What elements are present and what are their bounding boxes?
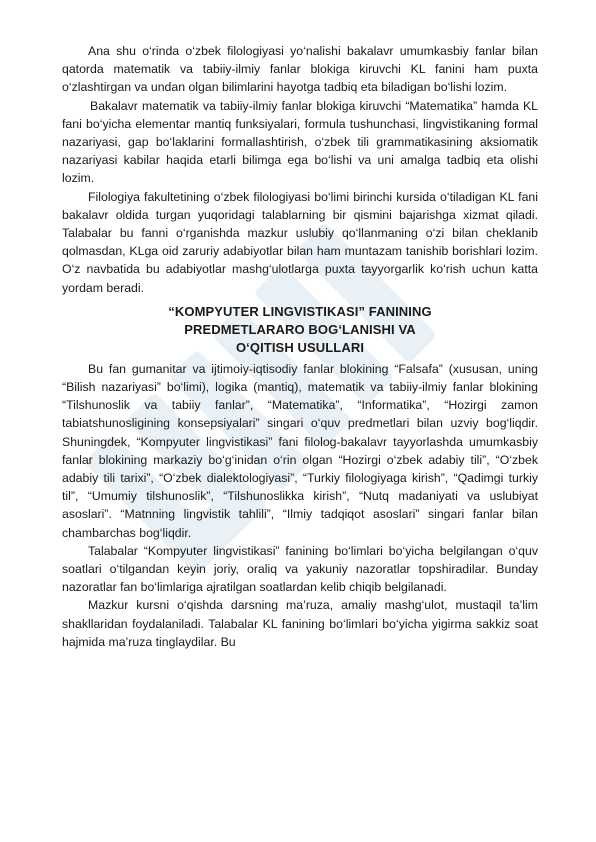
section-heading-line-2: PREDMETLARARO BOG‘LANISHI VA <box>184 321 416 337</box>
paragraph-4: Bu fan gumanitar va ijtimoiy-iqtisodiy fanlar blokining “Falsafa” (xususan, uning “Bilish nazariyasi” bo‘limi), logika (mantiq), matematik va tabiiy-ilmiy fanlar blokining “Tilshunoslik va tabiiy fanlar”, “Matematika”, “Informatika”, “Hozirgi zamon tabiatshunosligining konsepsiyalari” singari o‘quv predmetlari bilan uzviy bog‘liqdir. Shuningdek, “Kompyuter lingvistikasi” fani filolog-bakalavr tayyorlashda umumkasbiy fanlar blokining markaziy bo‘g‘inidan o‘rin olgan “Hozirgi o‘zbek adabiy tili”, “O‘zbek adabiy tili tarixi”, “O‘zbek dialektologiyasi”, “Turkiy filologiyaga kirish”, “Qadimgi turkiy til”, “Umumiy tilshunoslik”, “Tilshunoslikka kirish”, “Nutq madaniyati va uslubiyat asoslari”. “Matnning lingvistik tahlili”, “Ilmiy tadqiqot asoslari” singari fanlar bilan chambarchas bog‘liqdir. <box>62 361 538 540</box>
paragraph-5: Talabalar “Kompyuter lingvistikasi” fanining bo‘limlari bo‘yicha belgilangan o‘quv soatlari o‘tilgandan keyin joriy, oraliq va yakuniy nazoratlar topshiradilar. Bunday nazoratlar fan bo‘limlariga ajratilgan soatlardan kelib chiqib belgilanadi. <box>62 543 538 595</box>
paragraph-6: Mazkur kursni o‘qishda darsning ma’ruza, amaliy mashg‘ulot, mustaqil ta’lim shakllaridan foydalaniladi. Talabalar KL fanining bo‘limlari bo‘yicha yigirma sakkiz soat hajmida ma’ruza tinglaydilar. Bu <box>62 598 538 649</box>
paragraph-3: Filologiya fakultetining o‘zbek filologiyasi bo‘limi birinchi kursida o‘tiladigan KL fani bakalavr oldida turgan yuqoridagi talablarning bir qismini bajarishga xizmat qiladi. Talabalar bu fanni o‘rganishda mazkur uslubiy qo‘llanmaning o‘zi bilan cheklanib qolmasdan, KLga oid zaruriy adabiyotlar bilan ham muntazam tanishib borishlari lozim. O‘z navbatida bu adabiyotlar mashg‘ulotlarga puxta tayyorgarlik ko‘rish uchun katta yordam beradi. <box>62 189 538 295</box>
section-heading-line-1: “KOMPYUTER LINGVISTIKASI” FANINING <box>168 303 432 319</box>
paragraph-2: Bakalavr matematik va tabiiy-ilmiy fanlar blokiga kiruvchi “Matematika” hamda KL fani bo‘yicha elementar mantiq funksiyalari, formula tushunchasi, lingvistikaning formal nazariyasi, gap bo‘laklarini formallashtirish, o‘zbek tili grammatikasining aksiomatik nazariyasi kabilar haqida etarli bilimga ega bo‘lishi va uni amalga tadbiq eta olishi lozim. <box>62 98 538 186</box>
section-heading <box>62 303 538 357</box>
section-heading-line-3: O‘QITISH USULLARI <box>235 339 365 355</box>
paragraph-1: Ana shu o‘rinda o‘zbek filologiyasi yo‘nalishi bakalavr umumkasbiy fanlar bilan qatorda matematik va tabiiy-ilmiy fanlar blokiga kiruvchi KL fanini ham puxta o‘zlashtirgan va undan olgan bilimlarini hayotga tadbiq eta biladigan bo‘lishi lozim. <box>62 44 538 95</box>
document-page <box>62 42 538 651</box>
